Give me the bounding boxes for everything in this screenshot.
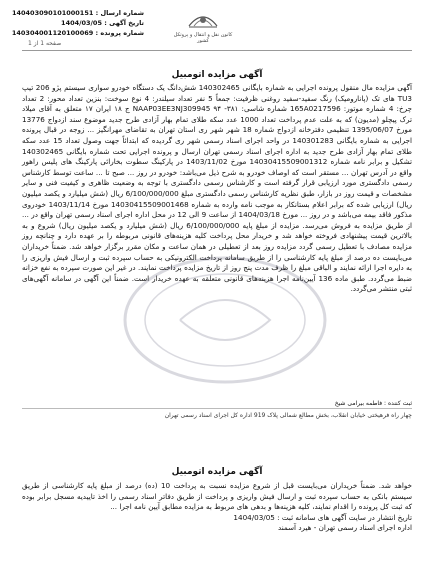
header-divider <box>22 50 412 51</box>
notice-title-2: آگهی مزایده اتومبیل <box>171 467 263 477</box>
notice-body: آگهی مزایده مال منقول پرونده اجرایی به شماره بایگانی 140302465 شش‌دانگ یک دستگاه خودرو سواری سیستم پژو 206 تیپ TU3 های تک (پانارومیک) رنگ سفید-سفید روغنی ظرفیت: جمعاً 5 نفر تعداد سیلندر: 4 نوع سوخت: بنزین تعداد محور: 2 تعداد چرخ: 4 شماره موتور: 165A0217596 شماره شاسی: NAAP03EE3NJ309945 ۹۴ -۳۸۱ ج ۱۸ ایران ۱۷ متعلق به آقای میلاد ترک پیچلو (مدیون) که به علت عدم پرداخت تعداد 1000 عدد سکه طلای تمام بهار آزادی طرح جدید موضوع سند ازدواج 13776 مورخ 1395/06/07 تنظیمی دفترخانه ازدواج شماره 18 شهر شهر ری استان تهران به تقاضای مهرانگیز ... زوجه در قبال پرونده اجرایی به شماره بایگانی 140301283 در واحد اجرای اسناد رسمی شهر ری گردیده که ابتدائاً جهت وصول تعداد 15 عدد سکه طلای تمام بهار آزادی طرح جدید به اداره اجرای اسناد رسمی تهران ارسال و پرونده اجرایی تحت شماره بایگانی 140302465 تشکیل و برابر نامه شماره 14030415509001312 مورخ 1403/11/02 در پارکینگ سطوت بخارائی پارکینگ های پلیس راهور واقع در آدرس تهران ... مستقر است که اوصاف خودرو به شرح ذیل می‌باشد: خودرو در روز ... صبح تا ... ساعت توسط کارشناس رسمی دادگستری مورد ارزیابی قرار گرفته است و کارشناس رسمی دادگستری با توجه به وضعیت ظاهری و کیفیت فنی و سایر مشخصات و قیمت روز در بازار، طبق نظریه کارشناس رسمی دادگستری مبلغ 6/100/000/000 ریال (شش میلیارد و یکصد میلیون ریال) ارزیابی شده که برابر اعلام بستانکار به موجب نامه وارده به شماره 14030415509001468 مورخ 1403/11/14 خودروی مذکور فاقد بیمه می‌باشد و در روز ... مورخ 1404/03/18 از ساعت 9 الی 12 در محل اداره اجرای اسناد رسمی تهران واقع در ... از طریق مزایده به فروش می‌رسد. مزایده از مبلغ پایه 6/100/000/000 ریال (شش میلیارد و یکصد میلیون ریال) شروع و به بالاترین قیمت پیشنهادی فروخته خواهد شد و خریدار محل پرداخت کلیه هزینه‌های قانونی مربوطه را بر عهده دارد و چنانچه روز مزایده مصادف با تعطیل رسمی گردد مزایده روز بعد از تعطیلی در همان ساعت و مکان مقرر برگزار خواهد شد. ضمناً خریداران می‌بایست ده درصد از مبلغ پایه کارشناسی را از طریق سامانه پرداخت الکترونیکی به حساب سپرده ثبت و ارسال فیش واریزی را به دایره اجرا ارائه نمایند و الباقی مبلغ را ظرف مدت پنج روز از تاریخ مزایده پرداخت نمایند. در غیر این صورت سپرده به نفع خزانه ضبط می‌گردد. طبق ماده 136 آیین‌نامه اجرا هزینه‌های قانونی متعلقه به عهده خریدار است. ضمناً این آگهی در سامانه آگهی‌های ثبتی منتشر می‌گردد. <box>22 83 413 294</box>
notice-body-2 <box>22 481 412 534</box>
office-address: چهار راه فرهیختی خیابان انقلاب، بخش مطالع شمالی پلاک 919 اداره کل اجرای اسناد رسمی تهران <box>164 412 412 419</box>
page-number: صفحه 1 از 1 <box>28 40 62 47</box>
document-header <box>0 0 434 70</box>
signature-label: ثبت کننده : <box>384 400 412 407</box>
signature-line <box>22 399 412 408</box>
notice-2-paragraph: خواهد شد. ضمناً خریداران می‌بایست قبل از شروع مزایده نسبت به پرداخت 10 (ده) درصد از مبلغ پایه کارشناسی از طریق سیستم بانکی به حساب سپرده ثبت و ارسال فیش واریزی و پرداخت از طریق دفاتر اسناد رسمی را اخذ تاییدیه مسجل برابر بوده که ثبت کل پرونده را اقدام نمایند، کلیه هزینه‌ها و بدهی های مربوط به مزایده مطابق آیین نامه اجرا ... <box>22 481 412 512</box>
meta-send-number: شماره ارسال : 140403090101000151 <box>11 9 144 17</box>
organization-logo-icon <box>185 6 221 30</box>
notice-2-office: اداره اجرای اسناد رسمی تهران - هیرد آسمند <box>277 523 412 533</box>
footer-divider <box>22 408 412 409</box>
meta-case-number: شماره پرونده : 140304001120100069 <box>11 29 144 37</box>
notice-2-date: تاریخ انتشار در سایت آگهی های سامانه ثبت : 1404/03/05 <box>233 512 412 522</box>
logo-caption: کانون نقل و انتقال و پروتکل کشور <box>173 32 233 44</box>
signature-name: فاطمه بیرامی شیخ <box>334 400 383 407</box>
meta-date: تاریخ آگهی : 1404/03/05 <box>61 19 144 27</box>
notice-title: آگهی مزایده اتومبیل <box>171 70 263 80</box>
notice-meta <box>4 8 144 38</box>
